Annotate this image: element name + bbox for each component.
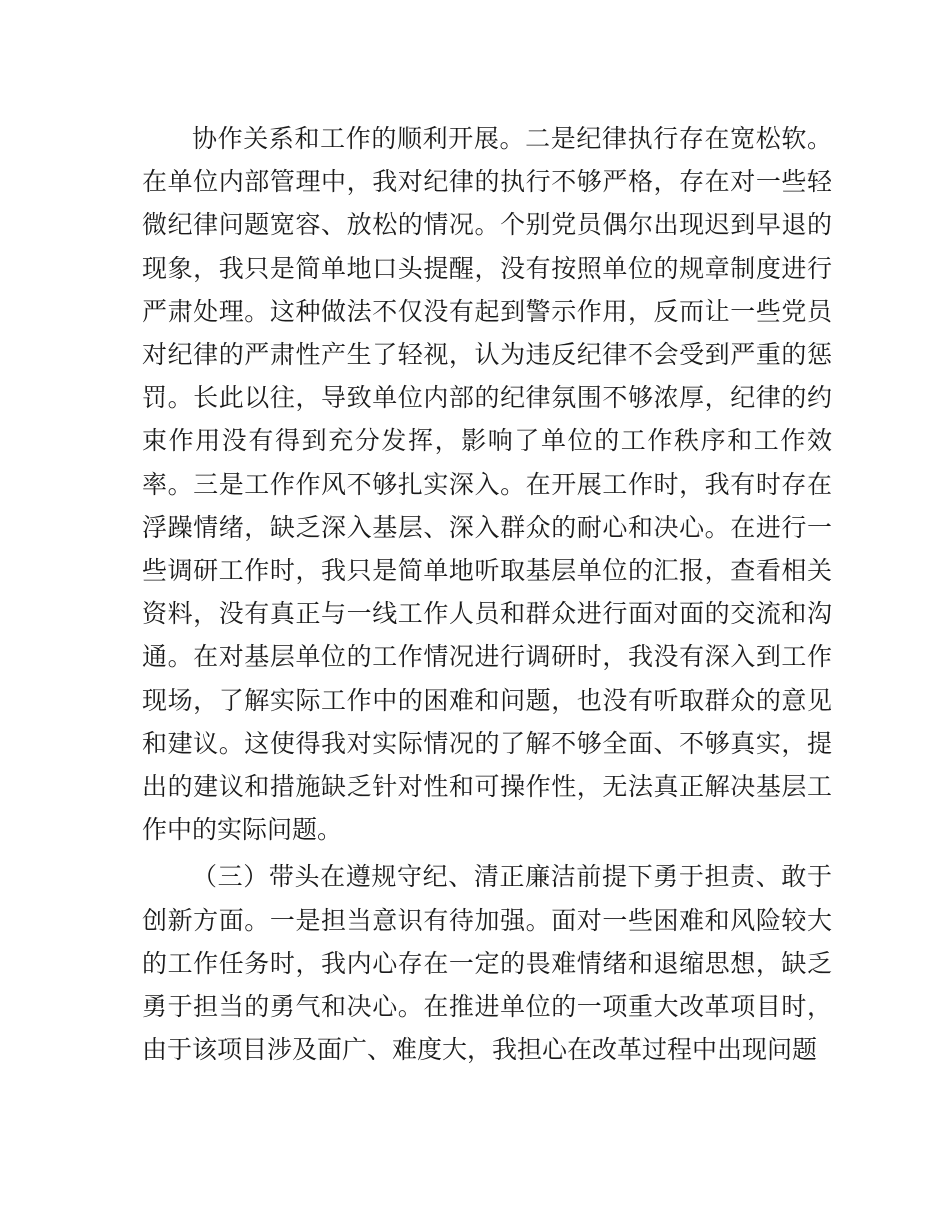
paragraph-discipline-and-work-style: 协作关系和工作的顺利开展。二是纪律执行存在宽松软。在单位内部管理中，我对纪律的执行不够严格，存在对一些轻微纪律问题宽容、放松的情况。个别党员偶尔出现迟到早退的现象，我只是简单地口头提醒，没有按照单位的规章制度进行严肃处理。这种做法不仅没有起到警示作用，反而让一些党员对纪律的严肃性产生了轻视，认为违反纪律不会受到严重的惩罚。长此以往，导致单位内部的纪律氛围不够浓厚，纪律的约束作用没有得到充分发挥，影响了单位的工作秩序和工作效率。三是工作作风不够扎实深入。在开展工作时，我有时存在浮躁情绪，缺乏深入基层、深入群众的耐心和决心。在进行一些调研工作时，我只是简单地听取基层单位的汇报，查看相关资料，没有真正与一线工作人员和群众进行面对面的交流和沟通。在对基层单位的工作情况进行调研时，我没有深入到工作现场，了解实际工作中的困难和问题，也没有听取群众的意见和建议。这使得我对实际情况的了解不够全面、不够真实，提出的建议和措施缺乏针对性和可操作性，无法真正解决基层工作中的实际问题。	[142, 124, 832, 845]
paragraph-section-three: （三）带头在遵规守纪、清正廉洁前提下勇于担责、敢于创新方面。一是担当意识有待加强。面对一些困难和风险较大的工作任务时，我内心存在一定的畏难情绪和退缩思想，缺乏勇于担当的勇气和决心。在推进单位的一项重大改革项目时，由于该项目涉及面广、难度大，我担心在改革过程中出现问题	[142, 862, 832, 1065]
document-body	[142, 117, 832, 1071]
